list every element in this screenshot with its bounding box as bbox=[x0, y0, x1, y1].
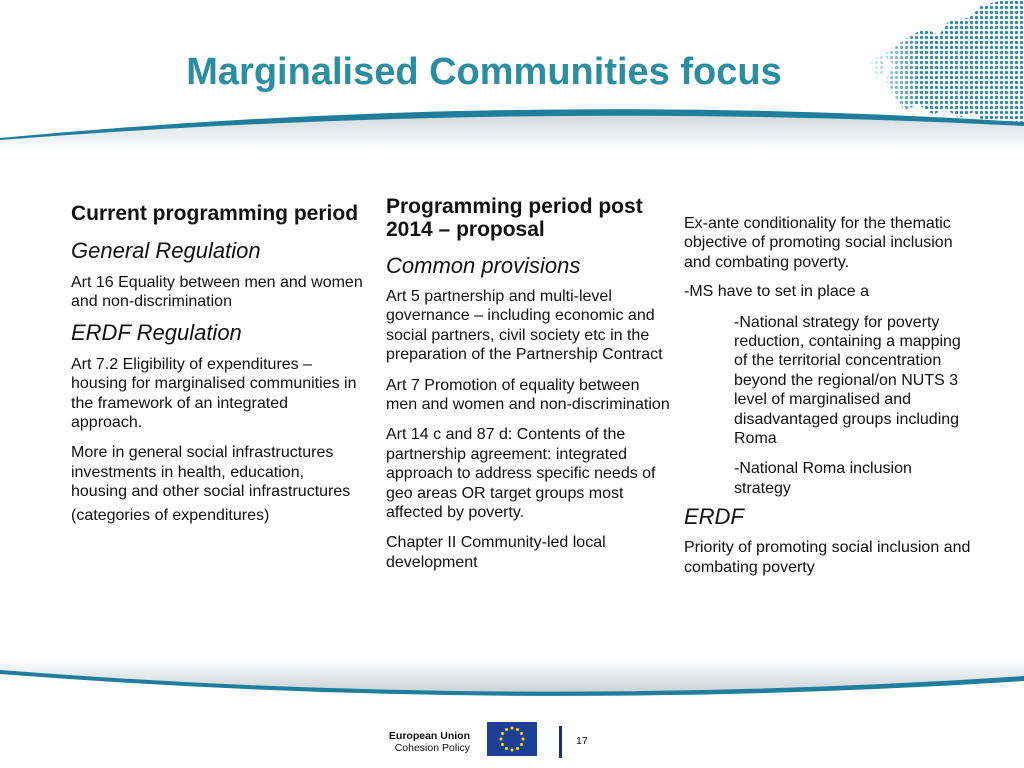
paragraph: Ex-ante conditionality for the thematic objective of promoting social inclusion and combating poverty. bbox=[684, 215, 953, 271]
top-swoosh-decoration bbox=[0, 100, 1024, 150]
paragraph: Priority of promoting social inclusion and combating poverty bbox=[684, 539, 971, 576]
erdf-regulation-heading: ERDF Regulation bbox=[71, 319, 242, 345]
footer-divider bbox=[559, 726, 562, 758]
post-2014-column bbox=[386, 195, 670, 572]
slide-title: Marginalised Communities focus bbox=[186, 51, 782, 94]
eu-cohesion-policy-label bbox=[340, 730, 470, 754]
conditionality-column bbox=[684, 214, 972, 577]
paragraph: Art 14 c and 87 d: Contents of the partnership agreement: integrated approach to address specific needs of geo areas OR target groups most affected by poverty. bbox=[386, 426, 656, 522]
general-regulation-heading: General Regulation bbox=[71, 238, 261, 263]
paragraph: (categories of expenditures) bbox=[71, 506, 270, 524]
paragraph: Art 7 Promotion of equality between men and women and non-discrimination bbox=[386, 376, 670, 414]
eu-label: European Union bbox=[388, 730, 470, 742]
bottom-swoosh-decoration bbox=[0, 660, 1024, 710]
common-provisions-heading: Common provisions bbox=[386, 253, 581, 278]
indented-paragraph: -National Roma inclusion strategy bbox=[734, 460, 912, 497]
eu-flag-icon bbox=[487, 722, 537, 756]
paragraph: More in general social infrastructures investments in health, education, housing and other social infrastructures bbox=[71, 444, 351, 501]
cohesion-policy-label: Cohesion Policy bbox=[394, 742, 470, 754]
erdf-heading: ERDF bbox=[684, 504, 744, 530]
page-number: 17 bbox=[576, 735, 588, 747]
indented-paragraph: -National strategy for poverty reduction, containing a mapping of the territorial concentration beyond the regional/on NUTS 3 level of marginalised and disadvantaged groups including Roma bbox=[734, 313, 961, 448]
paragraph: Art 7.2 Eligibility of expenditures – housing for marginalised communities in the framework of an integrated approach. bbox=[71, 355, 357, 432]
paragraph: Art 5 partnership and multi-level governance – including economic and social partners, civil society etc in the preparation of the Partnership Contract bbox=[386, 288, 663, 364]
column-heading: Current programming period bbox=[71, 202, 359, 225]
paragraph: Art 16 Equality between men and women and non-discrimination bbox=[71, 274, 363, 311]
paragraph: -MS have to set in place a bbox=[684, 283, 869, 301]
column-heading: Programming period post 2014 – proposal bbox=[386, 195, 643, 241]
paragraph: Chapter II Community-led local development bbox=[386, 534, 606, 571]
current-period-column bbox=[71, 202, 363, 525]
